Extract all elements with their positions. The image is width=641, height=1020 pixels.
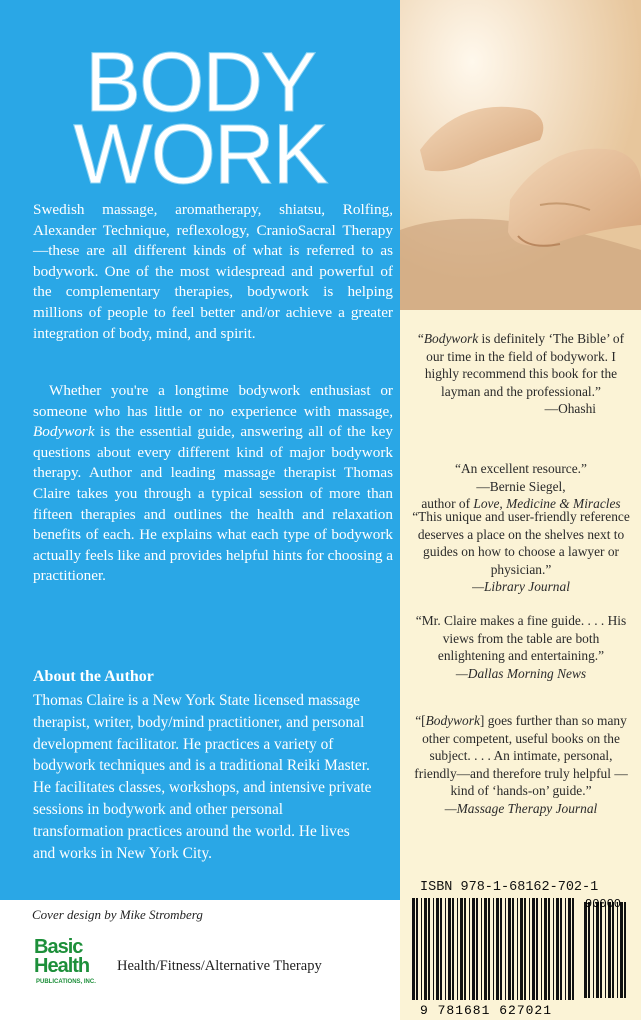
price-code: 90000 bbox=[585, 897, 622, 911]
review-quote-siegel: “An excellent resource.” —Bernie Siegel, author of Love, Medicine & Miracles bbox=[421, 461, 621, 511]
review-quote-ohashi: “Bodywork is definitely ‘The Bible’ of our time in the field of bodywork. I highly recommend this book for the layman and the professional.” —Ohashi bbox=[417, 331, 625, 416]
hands-massage-photo bbox=[400, 0, 641, 310]
isbn-label: ISBN 978-1-68162-702-1 bbox=[420, 880, 599, 895]
price-barcode-icon bbox=[582, 902, 632, 1002]
description-paragraph-2: Whether you're a longtime bodywork enthusiast or someone who has little or no experience with massage, Bodywork is the essential guide, answering all of the key questions about every different kind of major bodywork therapy. Author and leading massage therapist Thomas Claire takes you through a typical session of more than fifteen therapies and outlines the health and relaxation benefits of each. He explains what each type of bodywork actually feels like and provides helpful hints for choosing a practitioner. bbox=[33, 382, 393, 585]
description-paragraph-1: Swedish massage, aromatherapy, shiatsu, Rolfing, Alexander Technique, reflexology, CranioSacral Therapy—these are all different kinds of what is referred to as bodywork. One of the most widespread and powerful of the complementary therapies, bodywork is helping millions of people to feel better and/or achieve a greater integration of body, mind, and spirit. bbox=[33, 201, 393, 342]
publisher-logo: Basic Health PUBLICATIONS, INC. bbox=[34, 936, 96, 985]
title-line-2: WORK bbox=[73, 107, 327, 201]
review-quote-library-journal: “This unique and user-friendly reference deserves a place on the shelves next to guides on how to choose a lawyer or physician.” —Library Journal bbox=[412, 509, 630, 594]
about-author-text: Thomas Claire is a New York State licensed massage therapist, writer, body/mind practitioner, and personal development facilitator. He practices a variety of bodywork techniques and is a traditional Reiki Master. He facilitates classes, workshops, and intensive private sessions in bodywork and other personal transformation practices around the world. He lives and works in New York City. bbox=[33, 692, 372, 862]
review-quote-massage-therapy-journal: “[Bodywork] goes further than so many other competent, useful books on the subject. . . . An intimate, personal, friendly—and therefore truly helpful —kind of ‘hands-on’ guide.” —Massage Therapy Journal bbox=[414, 713, 628, 816]
barcode-icon bbox=[410, 898, 580, 1004]
barcode-digits: 9 781681 627021 bbox=[420, 1003, 553, 1018]
title-line-1: BODY bbox=[84, 35, 316, 129]
review-quote-dallas-news: “Mr. Claire makes a fine guide. . . . His views from the table are both enlightening and entertaining.” —Dallas Morning News bbox=[415, 613, 627, 681]
about-author-heading: About the Author bbox=[33, 668, 154, 685]
category-label: Health/Fitness/Alternative Therapy bbox=[117, 958, 322, 974]
cover-credit: Cover design by Mike Stromberg bbox=[32, 907, 203, 922]
